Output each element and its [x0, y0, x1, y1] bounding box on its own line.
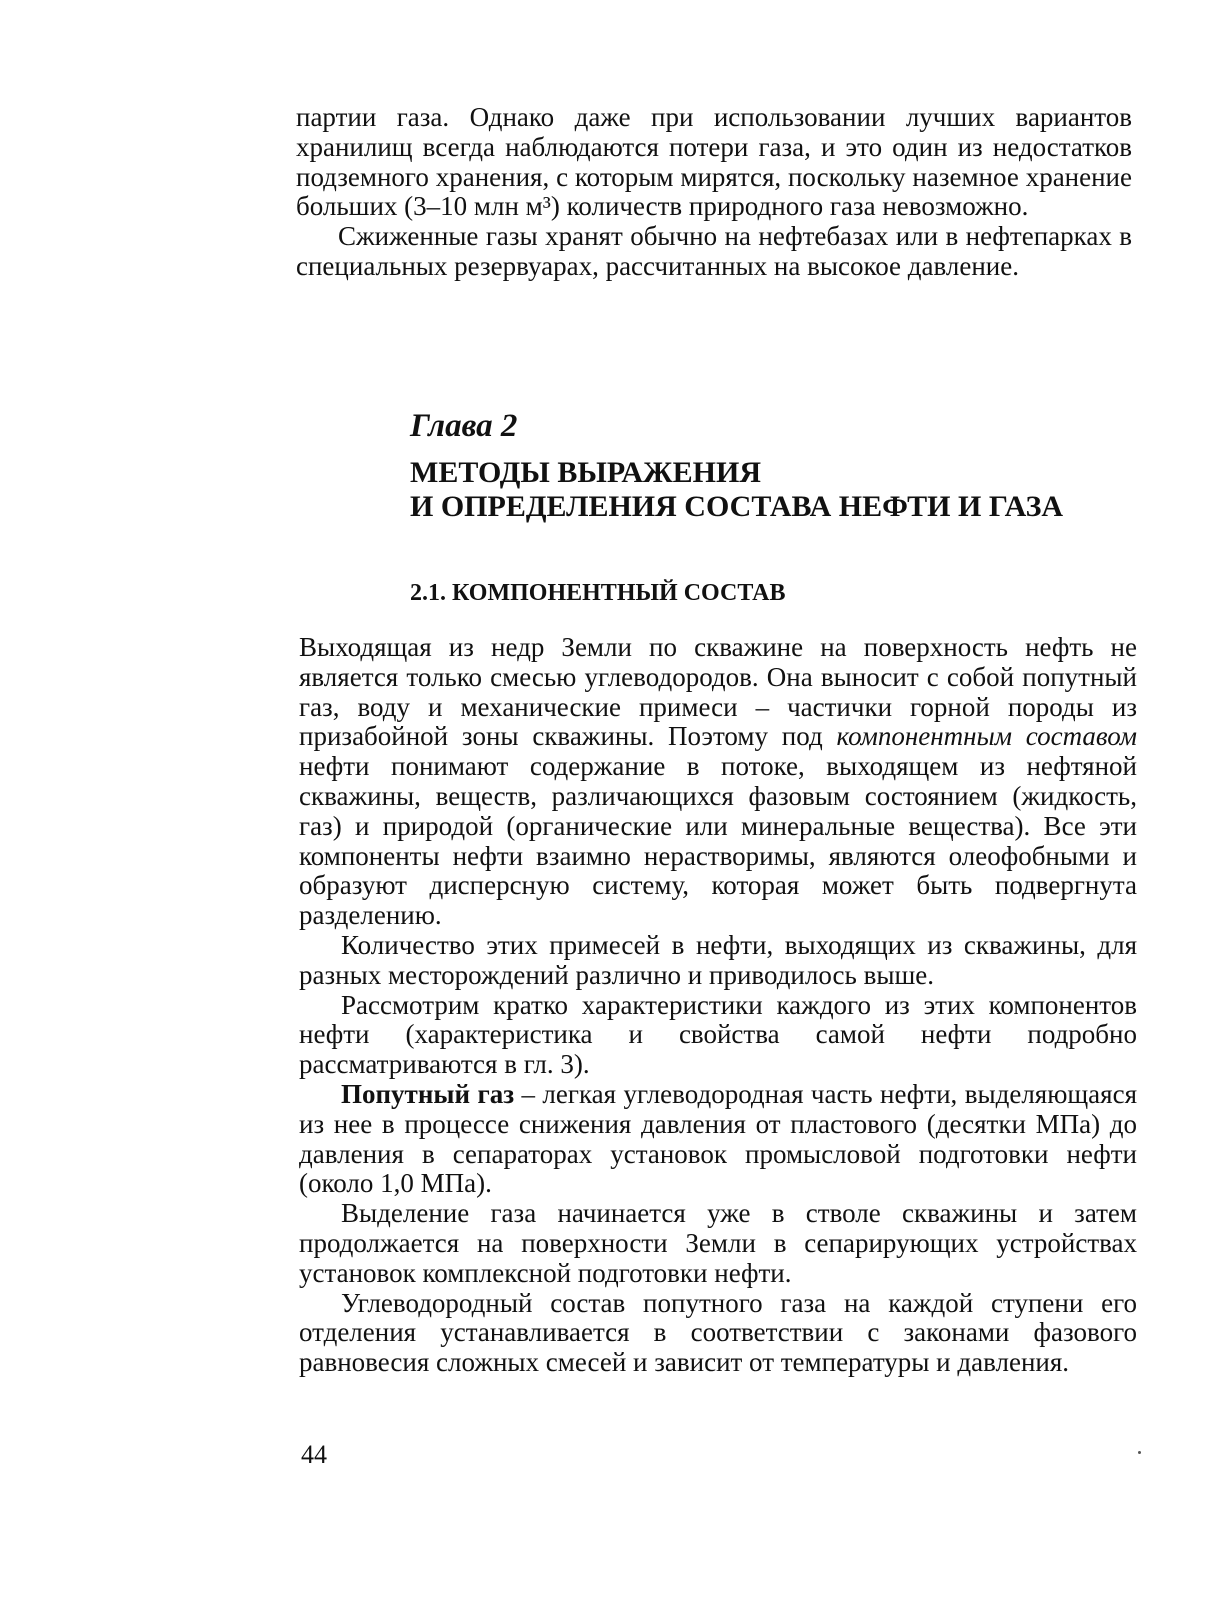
chapter-title: [410, 456, 1130, 524]
body-paragraph-5: Выделение газа начинается уже в стволе скважины и затем продолжается на поверхности Земли в сепарирующих устройствах установок комплексной подготовки нефти.: [299, 1198, 1137, 1288]
term-associated-gas: Попутный газ: [341, 1078, 515, 1109]
page-number: 44: [301, 1440, 327, 1469]
body-paragraph-4-text: – легкая углеводородная часть нефти, выделяющаяся из нее в процессе снижения давления от пластового (десятки МПа) до давления в сепараторах установок промысловой подготовки нефти (около 1,0 МПа).: [299, 1078, 1137, 1199]
body-paragraph-1-start: Выходящая из недр Земли по скважине на поверхность нефть не является только смесью углеводородов. Она выносит с собой попутный газ, воду и механические примеси – частички горной породы из призабойной зоны скважины. Поэтому под: [299, 632, 1137, 752]
intro-paragraph-2: Сжиженные газы хранят обычно на нефтебазах или в нефтепарках в специальных резервуарах, рассчитанных на высокое давление.: [296, 221, 1132, 281]
section-title: 2.1. КОМПОНЕНТНЫЙ СОСТАВ: [410, 580, 786, 606]
chapter-title-line-1: МЕТОДЫ ВЫРАЖЕНИЯ: [410, 456, 762, 489]
body-paragraph-2: Количество этих примесей в нефти, выходящих из скважины, для разных месторождений различно и приводилось выше.: [299, 929, 1137, 990]
scan-speck: [1138, 1451, 1141, 1454]
chapter-title-line-2: И ОПРЕДЕЛЕНИЯ СОСТАВА НЕФТИ И ГАЗА: [410, 490, 1064, 523]
body-paragraph-1: [299, 633, 1137, 931]
section-body: [299, 633, 1137, 1378]
body-paragraph-6: Углеводородный состав попутного газа на каждой ступени его отделения устанавливается в соответствии с законами фазового равновесия сложных смесей и зависит от температуры и давления.: [299, 1287, 1137, 1378]
intro-paragraph-1: партии газа. Однако даже при использовании лучших вариантов хранилищ всегда наблюдаются потери газа, и это один из недостатков подземного хранения, с которым мирятся, поскольку наземное хранение больших (3–10 млн м³) количеств природного газа невозможно.: [296, 102, 1132, 222]
body-paragraph-1-end: нефти понимают содержание в потоке, выходящем из нефтяной скважины, веществ, различающихся фазовым состоянием (жидкость, газ) и природой (органические или минеральные вещества). Все эти компоненты нефти взаимно нерастворимы, являются олеофобными и образуют дисперсную систему, которая может быть подвергнута разделению.: [299, 751, 1137, 931]
term-component-composition: компонентным составом: [836, 721, 1137, 752]
body-paragraph-3: Рассмотрим кратко характеристики каждого из этих компонентов нефти (характеристика и свойства самой нефти подробно рассматриваются в гл. 3).: [299, 989, 1137, 1080]
chapter-label: Глава 2: [410, 408, 518, 444]
body-paragraph-4: [299, 1080, 1137, 1199]
intro-text: [296, 103, 1132, 282]
